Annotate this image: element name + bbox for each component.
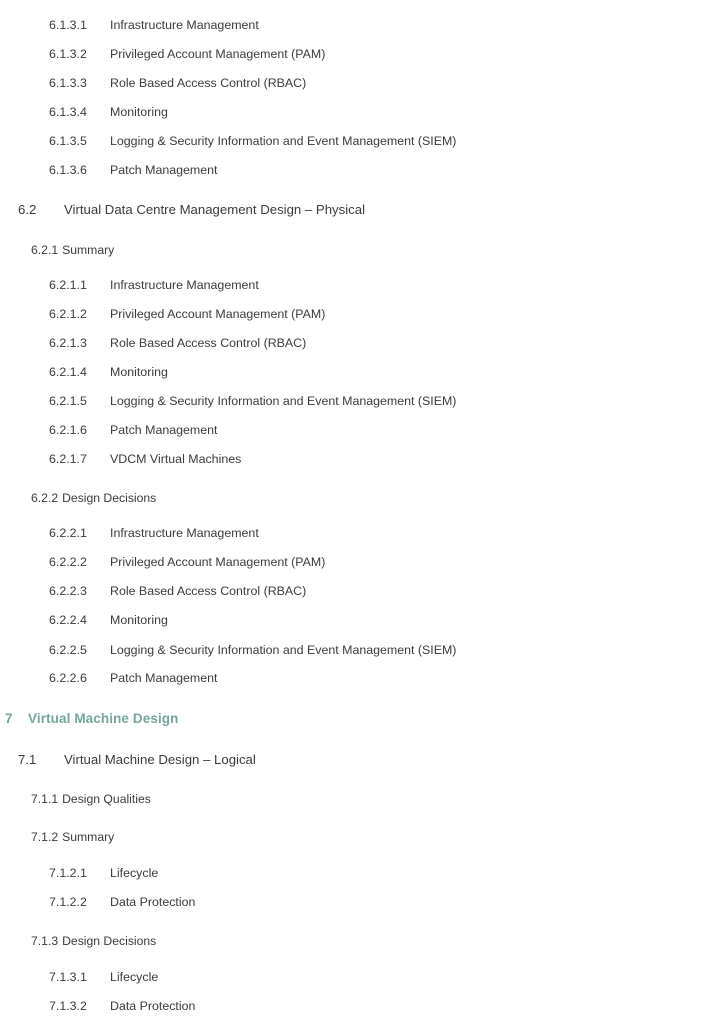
toc-entry-number: 6.2.2.5 [49, 643, 87, 657]
toc-entry-number: 7.1.3.2 [49, 999, 87, 1013]
toc-entry-7-1-3[interactable] [31, 935, 156, 947]
toc-entry-number: 7.1.3.1 [49, 970, 87, 984]
toc-entry-title: Patch Management [110, 163, 218, 177]
toc-entry-title: Data Protection [110, 895, 196, 909]
toc-entry-number: 7.1.2.2 [49, 895, 87, 909]
toc-entry-6-2-1-6[interactable] [49, 424, 217, 436]
toc-entry-title: Design Decisions [62, 491, 157, 505]
toc-entry-title: Design Qualities [62, 792, 151, 806]
toc-entry-7-1-2[interactable] [31, 831, 114, 843]
toc-entry-title: Lifecycle [110, 866, 159, 880]
toc-entry-6-2-2-3[interactable] [49, 585, 306, 597]
toc-entry-7-1[interactable] [18, 753, 256, 766]
toc-entry-number: 6.2.1.3 [49, 336, 87, 350]
toc-entry-6-1-3-2[interactable] [49, 48, 325, 60]
toc-entry-title: Data Protection [110, 999, 196, 1013]
toc-entry-number: 6.1.3.3 [49, 76, 87, 90]
toc-entry-7-1-2-2[interactable] [49, 896, 195, 908]
toc-entry-7-1-2-1[interactable] [49, 867, 158, 879]
toc-entry-number: 6.2 [18, 202, 37, 217]
toc-entry-title: Logging & Security Information and Event Management (SIEM) [110, 643, 457, 657]
toc-entry-6-2-2[interactable] [31, 492, 156, 504]
toc-entry-title: Lifecycle [110, 970, 159, 984]
toc-entry-title: Design Decisions [62, 934, 157, 948]
toc-entry-title: Summary [62, 243, 115, 257]
toc-entry-number: 6.2.1.7 [49, 452, 87, 466]
toc-entry-title: Logging & Security Information and Event Management (SIEM) [110, 134, 457, 148]
toc-entry-title: Summary [62, 830, 115, 844]
toc-entry-number: 6.2.1 [31, 243, 59, 257]
toc-entry-6-2-2-4[interactable] [49, 614, 168, 626]
toc-entry-number: 6.1.3.6 [49, 163, 87, 177]
toc-entry-title: Role Based Access Control (RBAC) [110, 76, 307, 90]
toc-entry-6-2-1[interactable] [31, 244, 114, 256]
toc-entry-title: Role Based Access Control (RBAC) [110, 584, 307, 598]
toc-entry-title: Monitoring [110, 105, 168, 119]
toc-entry-number: 6.2.1.1 [49, 278, 87, 292]
toc-entry-6-2-2-2[interactable] [49, 556, 325, 568]
toc-entry-title: Privileged Account Management (PAM) [110, 307, 326, 321]
toc-entry-title: Virtual Machine Design – Logical [64, 752, 256, 767]
toc-entry-6-2-1-2[interactable] [49, 308, 325, 320]
toc-entry-6-1-3-3[interactable] [49, 77, 306, 89]
toc-entry-number: 6.1.3.5 [49, 134, 87, 148]
toc-entry-number: 7 [5, 711, 13, 726]
toc-entry-title: Infrastructure Management [110, 278, 259, 292]
toc-entry-6-2-1-3[interactable] [49, 337, 306, 349]
toc-entry-6-1-3-1[interactable] [49, 19, 259, 31]
toc-entry-6-2-2-6[interactable] [49, 672, 217, 684]
toc-entry-6-2[interactable] [18, 203, 365, 216]
toc-entry-7[interactable] [5, 712, 179, 726]
toc-entry-title: Privileged Account Management (PAM) [110, 555, 326, 569]
toc-entry-number: 6.1.3.4 [49, 105, 87, 119]
toc-entry-title: Monitoring [110, 365, 168, 379]
toc-entry-6-2-2-5[interactable] [49, 644, 456, 656]
toc-entry-number: 6.2.2 [31, 491, 59, 505]
toc-entry-title: Infrastructure Management [110, 18, 259, 32]
toc-entry-6-1-3-4[interactable] [49, 106, 168, 118]
toc-entry-number: 7.1.2 [31, 830, 59, 844]
toc-entry-title: Patch Management [110, 671, 218, 685]
toc-entry-title: Monitoring [110, 613, 168, 627]
toc-entry-number: 6.1.3.2 [49, 47, 87, 61]
toc-entry-number: 6.2.1.2 [49, 307, 87, 321]
toc-entry-title: Privileged Account Management (PAM) [110, 47, 326, 61]
toc-entry-title: Infrastructure Management [110, 526, 259, 540]
toc-entry-6-1-3-5[interactable] [49, 135, 456, 147]
toc-entry-title: Patch Management [110, 423, 218, 437]
toc-entry-number: 6.2.1.4 [49, 365, 87, 379]
toc-entry-6-2-1-5[interactable] [49, 395, 456, 407]
toc-entry-7-1-1[interactable] [31, 793, 151, 805]
toc-entry-number: 7.1.3 [31, 934, 59, 948]
toc-entry-6-2-2-1[interactable] [49, 527, 259, 539]
toc-entry-6-2-1-7[interactable] [49, 453, 241, 465]
toc-entry-number: 6.2.2.6 [49, 671, 87, 685]
toc-entry-number: 6.2.2.4 [49, 613, 87, 627]
toc-entry-7-1-3-2[interactable] [49, 1000, 195, 1012]
toc-entry-title: Virtual Machine Design [28, 711, 179, 726]
toc-entry-6-2-1-4[interactable] [49, 366, 168, 378]
toc-entry-number: 6.2.1.5 [49, 394, 87, 408]
toc-entry-7-1-3-1[interactable] [49, 971, 158, 983]
toc-entry-6-1-3-6[interactable] [49, 164, 217, 176]
toc-entry-number: 6.2.2.1 [49, 526, 87, 540]
toc-entry-number: 7.1.1 [31, 792, 59, 806]
toc-entry-title: Virtual Data Centre Management Design – Physical [64, 202, 366, 217]
toc-entry-title: Logging & Security Information and Event Management (SIEM) [110, 394, 457, 408]
toc-entry-number: 6.2.2.3 [49, 584, 87, 598]
toc-entry-6-2-1-1[interactable] [49, 279, 259, 291]
toc-entry-number: 6.1.3.1 [49, 18, 87, 32]
toc-entry-title: Role Based Access Control (RBAC) [110, 336, 307, 350]
toc-entry-number: 7.1 [18, 752, 37, 767]
toc-entry-number: 6.2.2.2 [49, 555, 87, 569]
toc-entry-title: VDCM Virtual Machines [110, 452, 242, 466]
toc-entry-number: 7.1.2.1 [49, 866, 87, 880]
toc-entry-number: 6.2.1.6 [49, 423, 87, 437]
